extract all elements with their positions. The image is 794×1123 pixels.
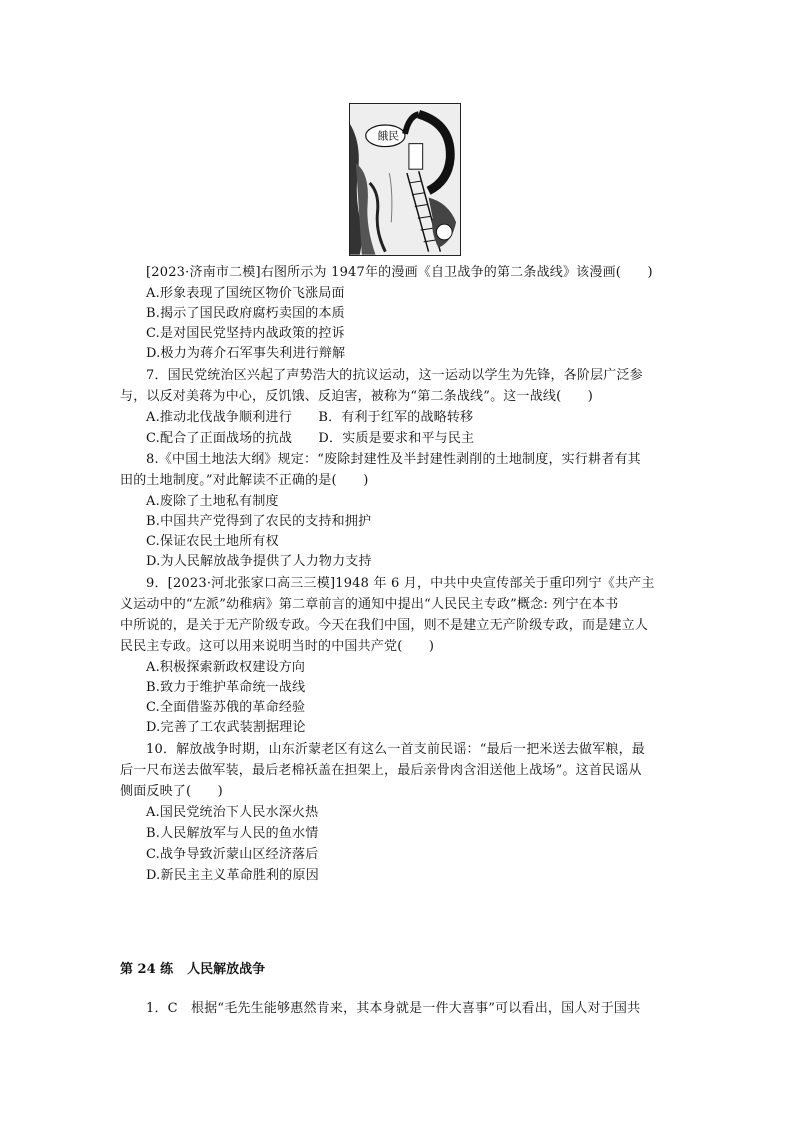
cartoon-figure	[349, 103, 461, 256]
q6-stem: [2023·济南市二模]右图所示为 1947年的漫画《自卫战争的第二条战线》该漫画( )	[146, 265, 653, 280]
q6-option-b: B.揭示了国民政府腐朽卖国的本质	[146, 306, 345, 321]
q7-stem-line2: 与，以反对美蒋为中心，反饥饿、反迫害，被称为“第二条战线”。这一战线( )	[120, 389, 594, 404]
q8-stem-line1: 8.《中国土地法大纲》规定：“废除封建性及半封建性剥削的土地制度，实行耕者有其	[146, 452, 641, 467]
q10-option-d: D.新民主主义革命胜利的原因	[146, 868, 319, 883]
q7-stem-line1: 7．国民党统治区兴起了声势浩大的抗议运动，这一运动以学生为先锋，各阶层广泛参	[146, 368, 643, 383]
q6-option-c: C.是对国民党坚持内战政策的控诉	[146, 326, 345, 341]
q8-option-a: A.废除了土地私有制度	[146, 494, 279, 509]
q9-stem-line4: 民民主专政。这可以用来说明当时的中国共产党( )	[120, 639, 435, 654]
answer-1: 1．C 根据“毛先生能够惠然肯来，其本身就是一件大喜事”可以看出，国人对于国共	[146, 1001, 641, 1016]
q7-options-row2: C.配合了正面战场的抗战 D．实质是要求和平与民主	[146, 431, 475, 446]
q6-option-a: A.形象表现了国统区物价飞涨局面	[146, 286, 345, 301]
q6-option-d: D.极力为蒋介石军事失利进行辩解	[146, 346, 346, 361]
section-title: 人民解放战争	[187, 962, 266, 977]
cartoon-illustration	[350, 104, 460, 255]
q10-option-a: A.国民党统治下人民水深火热	[146, 805, 319, 820]
q9-option-c: C.全面借鉴苏俄的革命经验	[146, 700, 306, 715]
q9-option-a: A.积极探索新政权建设方向	[146, 660, 306, 675]
q10-stem-line3: 侧面反映了( )	[120, 784, 223, 799]
q10-option-b: B.人民解放军与人民的鱼水情	[146, 826, 319, 841]
section-number: 第 24 练	[120, 962, 174, 977]
q8-option-c: C.保证农民土地所有权	[146, 534, 279, 549]
q9-stem-line1: 9．[2023·河北张家口高三三模]1948 年 6 月，中共中央宣传部关于重印列宁《共产主	[146, 576, 655, 591]
q10-option-c: C.战争导致沂蒙山区经济落后	[146, 847, 319, 862]
q8-stem-line2: 田的土地制度。”对此解读不正确的是( )	[120, 473, 369, 488]
q7-options-row1: A.推动北伐战争顺利进行 B．有利于红军的战略转移	[146, 410, 474, 425]
q10-stem-line1: 10．解放战争时期，山东沂蒙老区有这么一首支前民谣：“最后一把米送去做军粮，最	[146, 742, 645, 757]
q9-stem-line2: 义运动中的“左派”幼稚病》第二章前言的通知中提出“人民民主专政”概念: 列宁在本书	[120, 597, 619, 612]
q9-option-d: D.完善了工农武装割据理论	[146, 720, 306, 735]
q8-option-d: D.为人民解放战争提供了人力物力支持	[146, 554, 372, 569]
q10-stem-line2: 后一尺布送去做军装，最后老棉袄盖在担架上，最后亲骨肉含泪送他上战场”。这首民谣从	[120, 763, 642, 778]
answer-section-heading	[120, 958, 265, 977]
q8-option-b: B.中国共产党得到了农民的支持和拥护	[146, 514, 372, 529]
q9-option-b: B.致力于维护革命统一战线	[146, 680, 306, 695]
bowl-label: 餓民	[377, 129, 400, 143]
q9-stem-line3: 中所说的，是关于无产阶级专政。今天在我们中国，则不是建立无产阶级专政，而是建立人	[120, 618, 649, 633]
